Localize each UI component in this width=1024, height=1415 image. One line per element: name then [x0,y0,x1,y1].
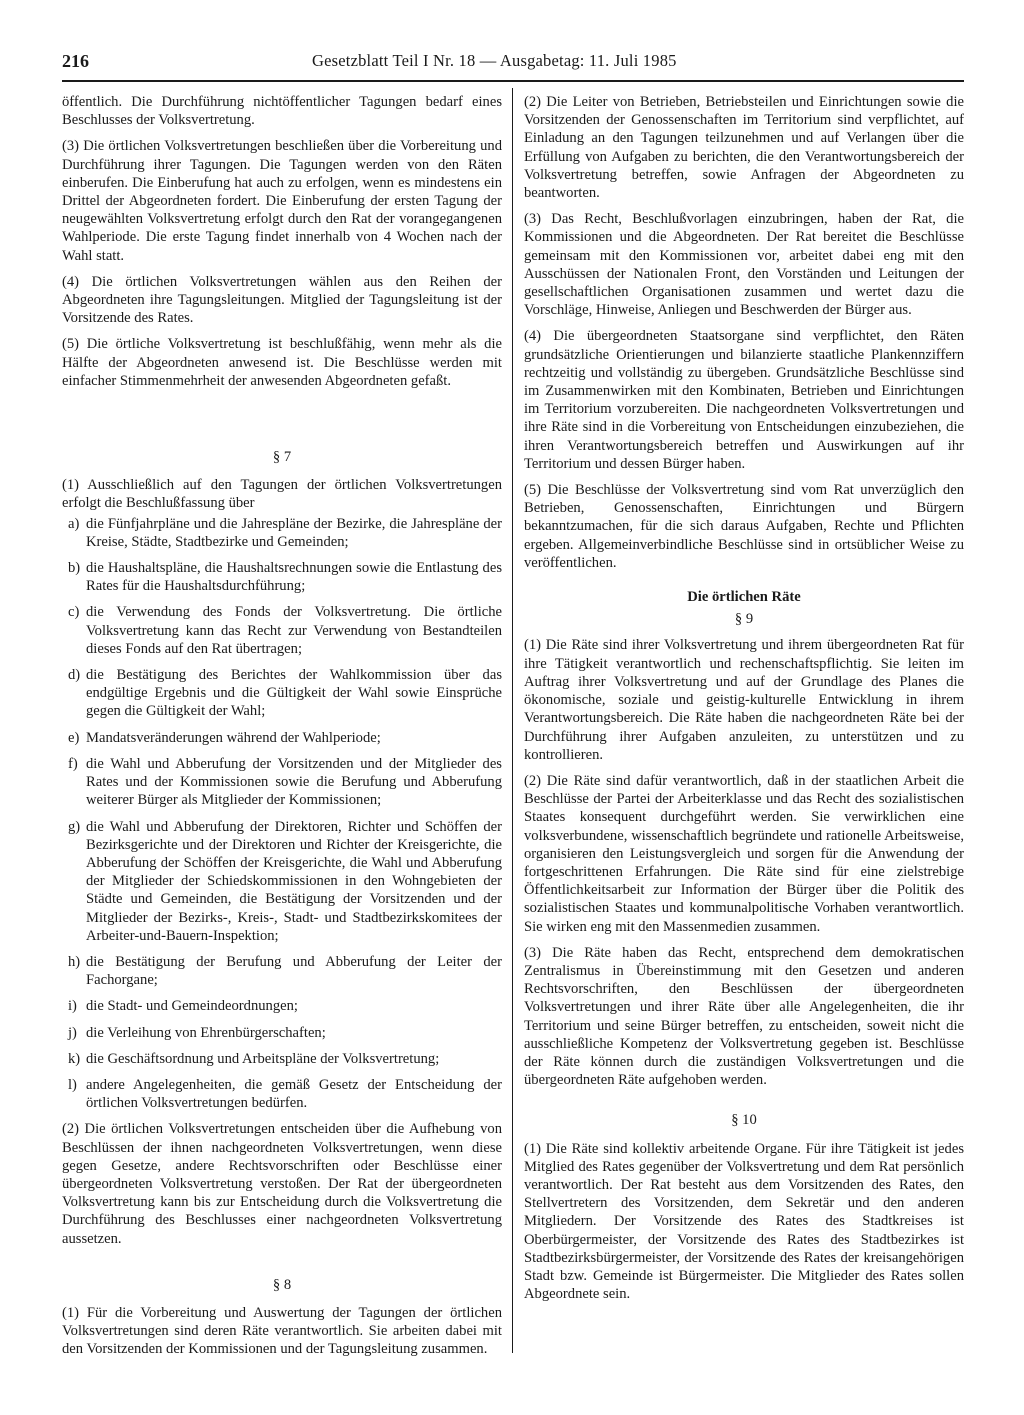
paragraph: (1) Für die Vorbereitung und Auswertung der Tagungen der örtlichen Volksvertretungen sind deren Räte verantwortlich. Sie arbeiten dabei mit den Vorsitzenden der Kommissionen und der Tagungsleitung zusammen. [62,1304,502,1358]
list-item-text: Mandatsveränderungen während der Wahlperiode; [86,729,381,746]
list-item-text: die Haushaltspläne, die Haushaltsrechnungen sowie die Entlastung des Rates für die Haushaltsdurchführung; [86,560,502,595]
running-head: Gesetzblatt Teil I Nr. 18 — Ausgabetag: 11. Juli 1985 [312,51,677,70]
list-marker: h) [68,953,81,970]
list-item [62,1050,502,1068]
right-column [524,93,964,1311]
paragraph: (3) Die örtlichen Volksvertretungen beschließen über die Vorbereitung und Durchführung ihrer Tagungen. Die Tagungen werden von den Räten einberufen. Die Einberufung hat auch zu erfolgen, wenn es mindestens ein Drittel der Abgeordneten fordert. Die Einberufung der ersten Tagung der neugewählten Volksvertretung erfolgt durch den Rat der vorangegangenen Wahlperiode. Die erste Tagung findet innerhalb von 4 Wochen nach der Wahl statt. [62,138,502,264]
column-divider [512,88,513,1353]
list-item [62,729,502,747]
list-item-text: die Verleihung von Ehrenbürgerschaften; [86,1024,326,1041]
list-item [62,603,502,658]
section-heading-9: § 9 [734,611,754,628]
list-marker: j) [68,1024,77,1041]
page-number: 216 [62,51,89,71]
list-marker: l) [68,1076,77,1093]
list-item [62,755,502,810]
header-rule [62,80,964,82]
paragraph: (3) Das Recht, Beschlußvorlagen einzubringen, haben der Rat, die Kommissionen und die Abgeordneten. Der Rat bereitet die Beschlüsse gemeinsam mit den Kommissionen vor, arbeitet dabei eng mit den Ausschüssen der Nationalen Front, den Vorständen und Leitungen der gesellschaftlichen Organisationen zusammen und wertet dazu die Vorschläge, Hinweise, Anliegen und Beschwerden der Bürger aus. [524,211,964,319]
list-marker: d) [68,667,81,684]
heading-oertliche-raete: Die örtlichen Räte [687,589,801,606]
paragraph: (2) Die Leiter von Betrieben, Betriebsteilen und Einrichtungen sowie die Vorsitzenden der Genossenschaften im Territorium sind verpflichtet, auf Einladung an den Tagungen teilzunehmen und auf Verlangen über die Erfüllung von Aufgaben zu berichten, die den Verantwortungsbereich der Volksvertretung betreffen, sowie Anfragen der Abgeordneten zu beantworten. [524,94,964,202]
list-marker: i) [68,998,77,1015]
enumerated-list [62,515,502,1113]
page-header [62,51,964,77]
list-item-text: die Verwendung des Fonds der Volksvertretung. Die örtliche Volksvertretung kann das Recht zur Verwendung von Bestandteilen dieses Fonds auf den Rat übertragen; [86,604,502,657]
list-item-text: die Bestätigung der Berufung und Abberufung der Leiter der Fachorgane; [86,953,502,989]
list-marker: f) [68,755,78,772]
section-heading-10: § 10 [731,1112,757,1129]
list-marker: a) [68,515,80,532]
list-marker: c) [68,604,80,621]
list-item-text: die Bestätigung des Berichtes der Wahlkommission über das endgültige Ergebnis und die Gültigkeit der Wahl sowie Einsprüche gegen die Gültigkeit der Wahl; [86,667,502,720]
paragraph: (3) Die Räte haben das Recht, entsprechend dem demokratischen Zentralismus in Übereinstimmung mit den Gesetzen und anderen Rechtsvorschriften, den Beschlüssen der übergeordneten Volksvertretungen und ihrer Räte über alle Angelegenheiten, die ihr Territorium und seine Bürger betreffen, zu entscheiden, soweit nicht die ausschließliche Kompetenz der Volksvertretung gegeben ist. Beschlüsse der Räte können durch die zuständigen Volksvertretungen und die übergeordneten Räte aufgehoben werden. [524,944,964,1089]
paragraph: (1) Die Räte sind ihrer Volksvertretung und ihrem übergeordneten Rat für ihre Tätigkeit verantwortlich und rechenschaftspflichtig. Sie leiten im Auftrag ihrer Volksvertretung und auf der Grundlage des Planes die ökonomische, soziale und geistig-kulturelle Entwicklung in ihrem Verantwortungsbereich. Die Räte haben die nachgeordneten Räte bei der Durchführung ihrer Aufgaben anzuleiten, zu unterstützen und zu kontrollieren. [524,637,964,763]
list-item [62,1024,502,1042]
list-item-text: die Stadt- und Gemeindeordnungen; [86,998,298,1015]
section-heading-7: § 7 [272,449,292,466]
list-item-text: die Fünfjahrpläne und die Jahrespläne der Bezirke, die Jahrespläne der Kreise, Städte, Stadtbezirke und Gemeinden; [86,515,502,550]
paragraph: (5) Die örtliche Volksvertretung ist beschlußfähig, wenn mehr als die Hälfte der Abgeordneten anwesend ist. Die Beschlüsse werden mit einfacher Stimmenmehrheit der anwesenden Abgeordneten gefaßt. [62,336,502,389]
list-item [62,515,502,551]
list-item [62,997,502,1015]
paragraph: (2) Die Räte sind dafür verantwortlich, daß in der staatlichen Arbeit die Beschlüsse der Partei der Arbeiterklasse und das Recht des sozialistischen Staates konsequent durchgeführt werden. Sie verwirklichen eine volksverbundene, wissenschaftlich begründete und rationelle Arbeitsweise, organisieren den Leistungsvergleich und sorgen für die Anwendung der fortgeschrittenen Erfahrungen. Die Räte sind für eine zielstrebige Öffentlichkeitsarbeit zur Information der Bürger über die Politik des sozialistischen Staates und kommunalpolitische Vorhaben verantwortlich. Sie wirken eng mit den Massenmedien zusammen. [524,772,964,935]
paragraph: (1) Ausschließlich auf den Tagungen der örtlichen Volksvertretungen erfolgt die Beschlußfassung über [62,477,502,512]
left-column [62,93,502,1367]
list-marker: b) [68,560,81,577]
section-heading-8: § 8 [272,1276,292,1293]
paragraph: (1) Die Räte sind kollektiv arbeitende Organe. Für ihre Tätigkeit ist jedes Mitglied des Rates gegenüber der Volksvertretung und dem Rat persönlich verantwortlich. Der Rat besteht aus dem Vorsitzenden des Rates, den Stellvertretern des Vorsitzenden, dem Sekretär und den anderen Mitgliedern. Der Vorsitzende des Rates des Stadtkreises ist Oberbürgermeister, der Vorsitzende des Rates des Stadtbezirkes ist Stadtbezirksbürgermeister, der Vorsitzende des Rates der kreisangehörigen Stadt bzw. Gemeinde ist Bürgermeister. Die Mitglieder des Rates sollen Abgeordnete sein. [524,1140,964,1303]
list-item [62,953,502,989]
list-marker: e) [68,729,80,746]
list-item [62,818,502,945]
list-item [62,1076,502,1112]
list-item [62,666,502,721]
list-item-text: andere Angelegenheiten, die gemäß Gesetz der Entscheidung der örtlichen Volksvertretungen bedürfen. [86,1076,502,1112]
list-item [62,559,502,595]
paragraph: öffentlich. Die Durchführung nichtöffentlicher Tagungen bedarf eines Beschlusses der Volksvertretung. [62,94,502,129]
list-marker: g) [68,818,81,835]
list-marker: k) [68,1050,81,1067]
list-item-text: die Wahl und Abberufung der Vorsitzenden und der Mitglieder des Rates und der Kommissionen sowie die Berufung und Abberufung weiterer Bürger als Mitglieder der Kommissionen; [86,755,502,809]
list-item-text: die Wahl und Abberufung der Direktoren, Richter und Schöffen der Bezirksgerichte und der Direktoren und Richter der Kreisgerichte, die Abberufung der Schöffen der Kreisgerichte, die Wahl und Abberufung der Mitglieder der Schiedskommissionen in den Wohngebieten der Städte und Gemeinden, die Bestätigung der Vorsitzenden und der Mitglieder der Bezirks-, Kreis-, Stadt- und Stadtbezirkskomitees der Arbeiter-und-Bauern-Inspektion; [86,818,502,944]
list-item-text: die Geschäftsordnung und Arbeitspläne der Volksvertretung; [86,1050,440,1067]
paragraph: (4) Die übergeordneten Staatsorgane sind verpflichtet, den Räten grundsätzliche Orientierungen und bilanzierte staatliche Plankennziffern rechtzeitig und vollständig zu übergeben. Grundsätzliche Beschlüsse sind im Zusammenwirken mit den Kombinaten, Betrieben und Einrichtungen im Territorium vorzubereiten. Die nachgeordneten Volksvertretungen und ihre Räte sind in die Vorbereitung von Entscheidungen einzubeziehen, die ihren Verantwortungsbereich betreffen und Auswirkungen auf ihr Territorium und dessen Bürger haben. [524,328,964,472]
paragraph: (2) Die örtlichen Volksvertretungen entscheiden über die Aufhebung von Beschlüssen der ihnen nachgeordneten Volksvertretungen, wenn diese gegen Gesetze, andere Rechtsvorschriften oder Beschlüsse einer übergeordneten Volksvertretung verstoßen. Der Rat der übergeordneten Volksvertretung kann bis zur Entscheidung durch die Volksvertretung die Durchführung des Beschlusses einer nachgeordneten Volksvertretung aussetzen. [62,1121,502,1247]
paragraph: (4) Die örtlichen Volksvertretungen wählen aus den Reihen der Abgeordneten ihre Tagungsleitungen. Mitglied der Tagungsleitung ist der Vorsitzende des Rates. [62,273,502,327]
paragraph: (5) Die Beschlüsse der Volksvertretung sind vom Rat unverzüglich den Betrieben, Genossenschaften, Einrichtungen und Bürgern bekanntzumachen, für die sich daraus Aufgaben, Rechte und Pflichten ergeben. Allgemeinverbindliche Beschlüsse sind in ortsüblicher Weise zu veröffentlichen. [524,482,964,571]
